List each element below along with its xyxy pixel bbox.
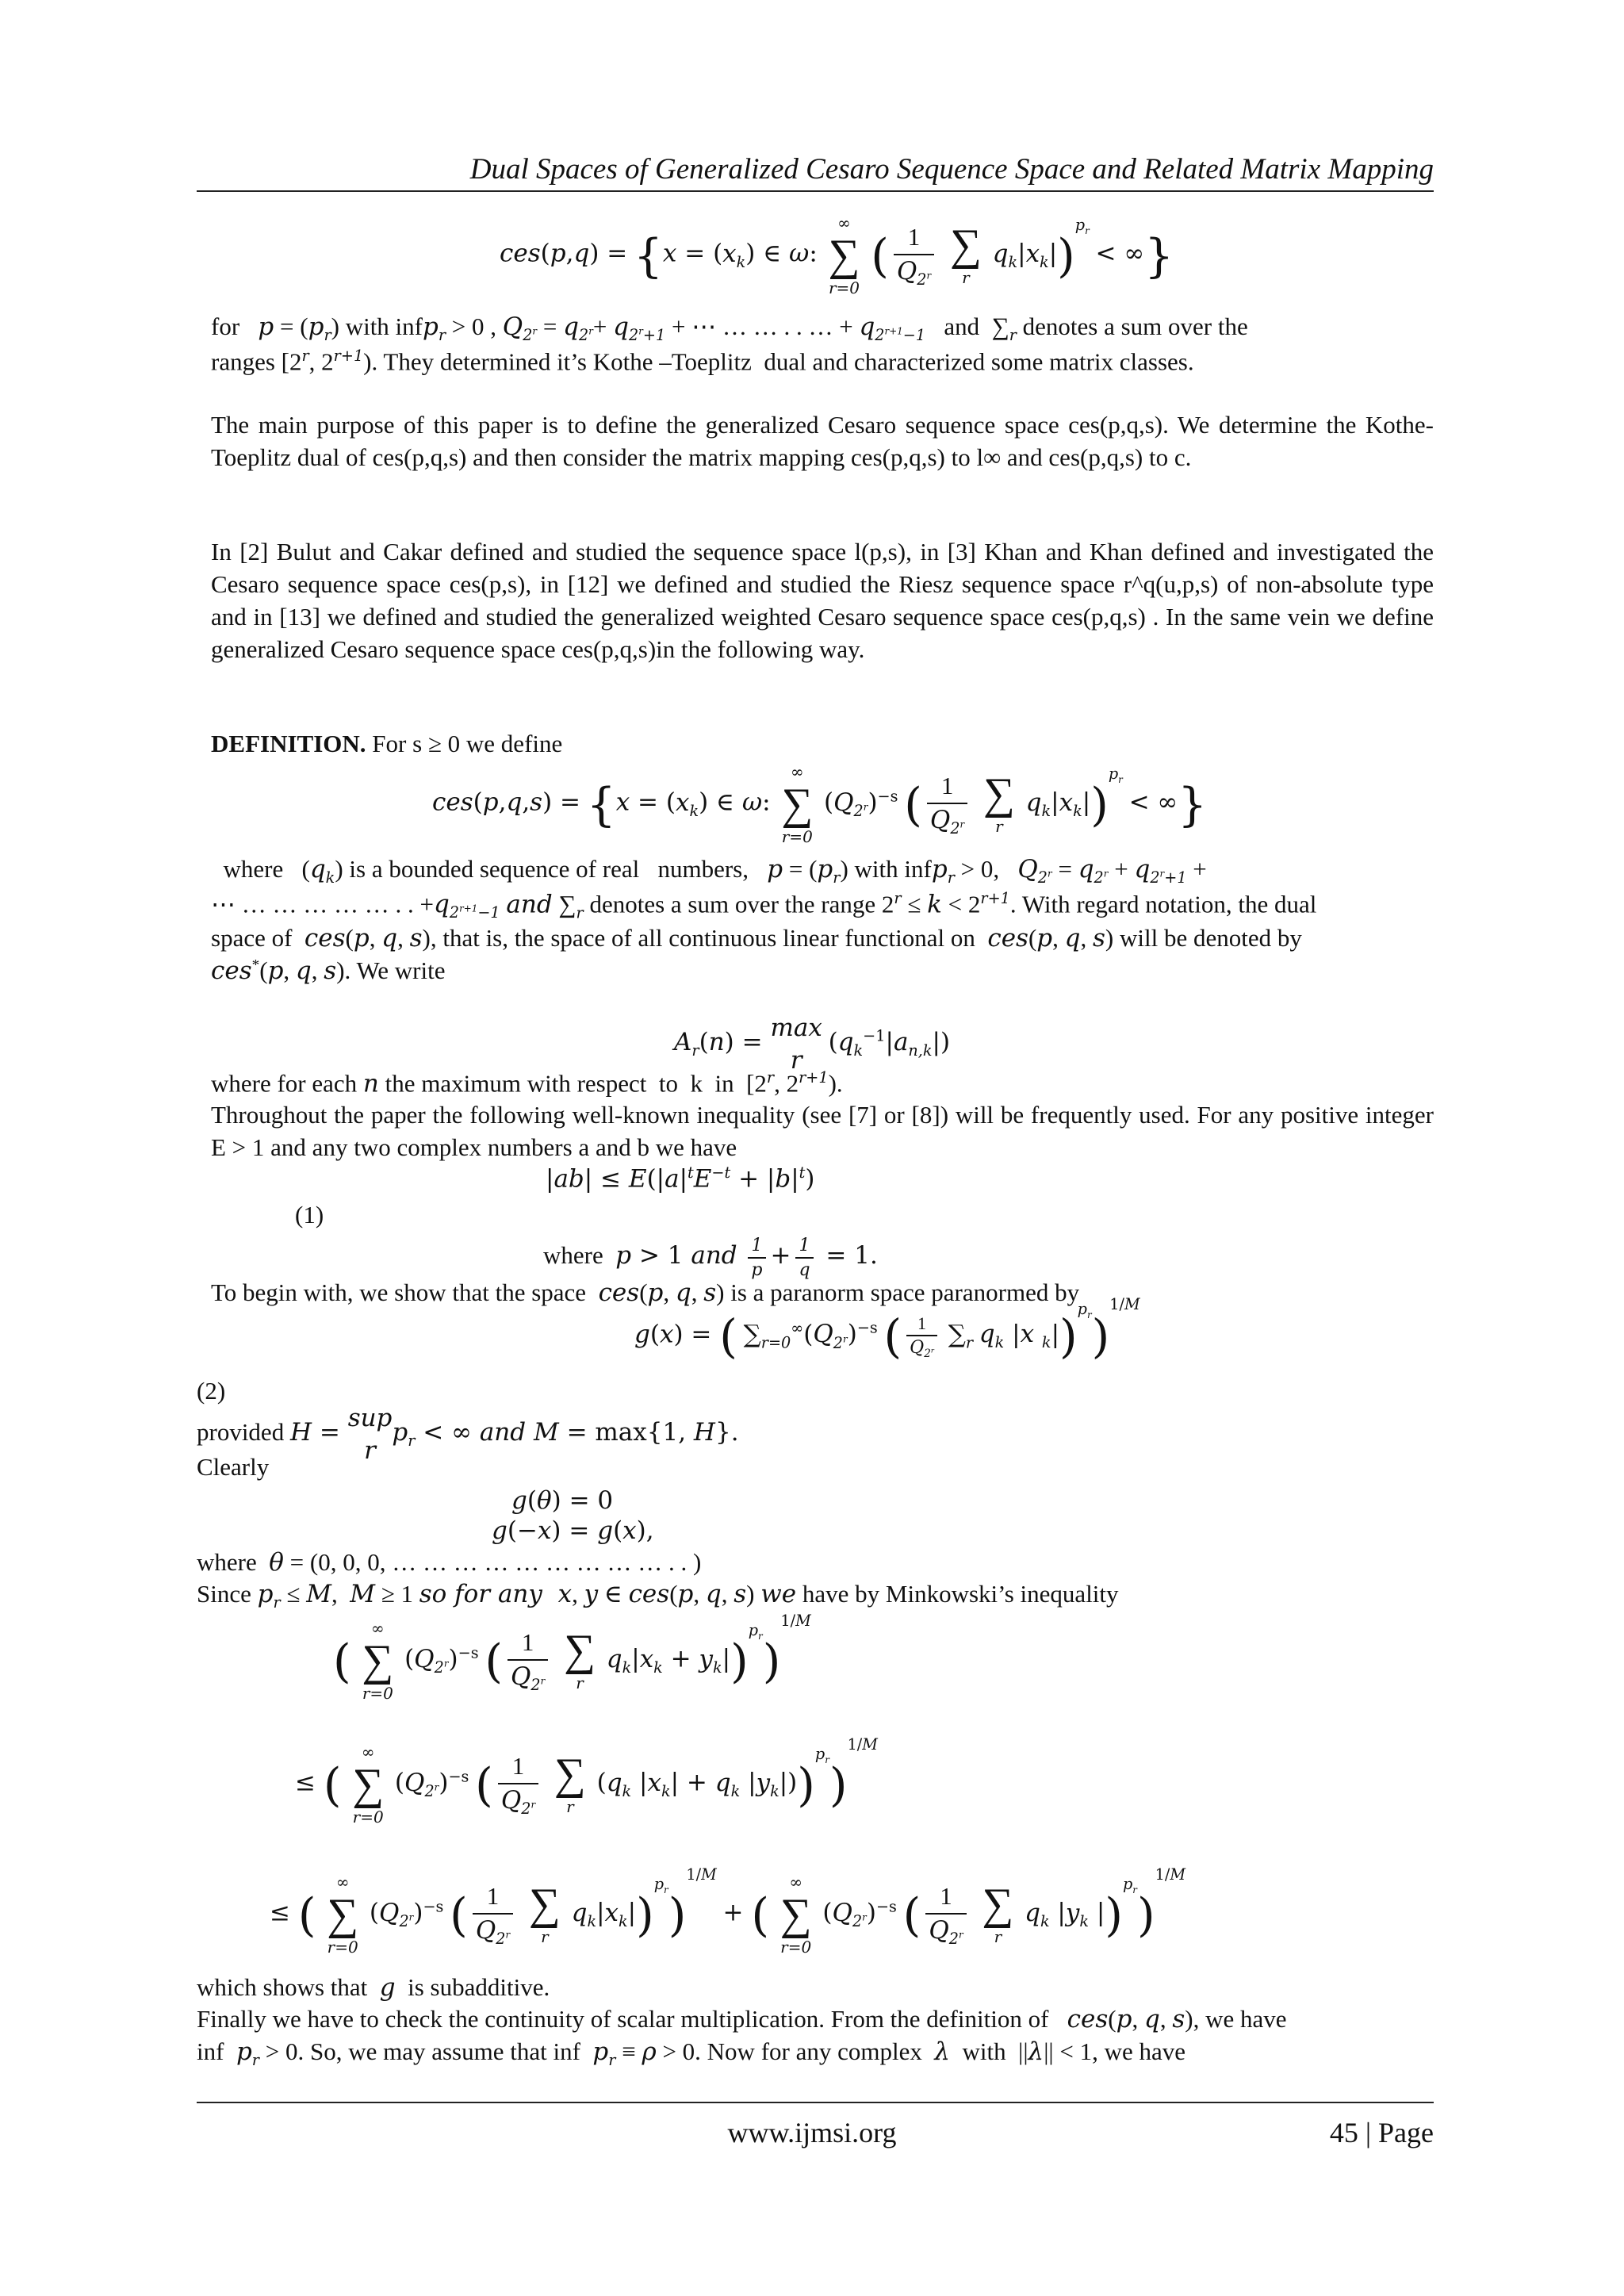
equation-inequality: $|ab| \le E(|a|^tE^{-t} + |b|^t)$ xyxy=(546,1163,815,1194)
equation-g-minus-x: g(−x) = g(x), xyxy=(492,1516,654,1545)
footer-url[interactable]: www.ijmsi.org xyxy=(727,2117,897,2148)
para-references: In [2] Bulut and Cakar defined and studied the sequence space l(p,s), in [3] Khan and Khan defined and investigated the Cesaro sequence space ces(p,s), in [12] we defined and studied the Riesz sequence space r^q(u,p,s) of non-absolute type and in [13] we defined and studied the generalized weighted Cesaro sequence space ces(p,q,s) . In the same vein we define generalized Cesaro sequence space ces(p,q,s)in the following way. xyxy=(211,538,1434,663)
equation-ces-pq: $ces(p,q) = \{x = (x_k)$ ∈ ω: ∞ ∑ r=0 ( $\frac{1}{Q_{2^r}}$ ∑ r $q_k|x_k|)^{p_r}$ < ∞} xyxy=(500,213,1174,298)
equation-ces-pqs: $ces(p,q,s) = \{x = (x_k)$ ∈ ω: ∞ ∑ r=0 $(Q_{2^r})^{-s}$ ( $\frac{1}{Q_{2^r}}$ ∑ r $q_k|x_k|)^{p_r}$ < ∞} xyxy=(432,762,1208,847)
header-rule xyxy=(197,190,1434,192)
para-main-purpose: The main purpose of this paper is to define the generalized Cesaro sequence space ces(p,q,s). We determine the Kothe-Toeplitz dual of ces(p,q,s) and then consider the matrix mapping ces(p,q,s) to l∞ and ces(p,q,s) to c. xyxy=(211,411,1434,471)
definition-heading xyxy=(211,728,1434,761)
provided-word: provided xyxy=(197,1418,285,1447)
definition-intro: For s ≥ 0 we define xyxy=(372,730,563,757)
para-finally: Finally we have to check the continuity of scalar multiplication. From the definition of ces(p, q, s), we have inf $p_r > 0$. So, we may assume that inf $p_r \equiv \rho > 0$. Now for any complex λ with ||λ|| < 1, we have xyxy=(197,2005,1287,2070)
para-clearly: Clearly xyxy=(197,1453,270,1481)
footer-page-number: 45 | Page xyxy=(1329,2117,1434,2148)
definition-label: DEFINITION. xyxy=(211,730,366,757)
para-max-where: where for each n the maximum with respect to k in [2$^r$, $2^{r+1}$). xyxy=(211,1068,843,1098)
para-where-theta: where θ = (0, 0, 0, … … … … … … … … … . . ) xyxy=(197,1548,702,1577)
equation-2-label: (2) xyxy=(197,1377,226,1405)
footer-rule xyxy=(197,2102,1434,2103)
para-provided: provided H = sup r $p_r$ < ∞ and M = max{1, H}. xyxy=(197,1404,739,1465)
running-header: Dual Spaces of Generalized Cesaro Sequence Space and Related Matrix Mapping xyxy=(469,153,1434,186)
para-throughout: Throughout the paper the following well-known inequality (see [7] or [8]) will be frequently used. For any positive integer E > 1 and any two complex numbers a and b we have xyxy=(211,1101,1434,1161)
equation-minkowski-2: ≤ ( ∞ ∑ r=0 $(Q_{2^r})^{-s}$ ( $\frac{1}{Q_{2^r}}$ ∑ r ($q_k$ $|x_k| + q_k$ $|y_k|))^{p_r})^{1/M}$ xyxy=(295,1735,878,1827)
equation-g-theta: g(θ) = 0 xyxy=(511,1486,614,1515)
equation-conjugate: where p > 1 and $\frac{1}{p}$ + $\frac{1}{q}$ = 1. xyxy=(543,1236,878,1281)
para-to-begin: To begin with, we show that the space ces(p, q, s) is a paranorm space paranormed by xyxy=(211,1278,1080,1307)
para-since: Since $p_r \le M$, M ≥ 1 so for any x, y ∈ ces(p, q, s) we have by Minkowski’s inequality xyxy=(197,1580,1119,1612)
equation-1-label: (1) xyxy=(295,1201,324,1228)
equation-minkowski-3: ≤ ( ∞ ∑ r=0 $(Q_{2^r})^{-s}$ ( $\frac{1}{Q_{2^r}}$ ∑ r $q_k|x_k|)^{p_r})^{1/M}$ + ( ∞ ∑ r=0 $(Q_{2^r})^{-s}$ ( $\frac{1}{Q_{2^r}}$ ∑ r $q_k$ $|y_k$ |)$^{p_r}$)$^{1/M}$ xyxy=(270,1865,1185,1957)
equation-minkowski-1: ( ∞ ∑ r=0 $(Q_{2^r})^{-s}$ ( $\frac{1}{Q_{2^r}}$ ∑ r $q_k|x_k + y_k|)^{p_r})^{1/M}$ xyxy=(333,1612,811,1704)
para-where-qk: where $(q_k)$ is a bounded sequence of real numbers, $p = (p_r)$ with infp$_r$ > 0, $Q_{2^r} = q_{2^r} + q_{2^r+1}$ + ⋯ … … … … … . . $+q_{2^{r+1}-1}$ and $\sum_r$ denotes a sum over the range $2^r \le k < 2^{r+1}$. With regard notation, the dual space of ces(p, q, s), that is, the space of all continuous linear functional on ces(p, q, s) will be denoted by ces*(p, q, s). We write xyxy=(211,855,1317,986)
para-for-pr: for $p = (p_r)$ with infp$_r$ > 0 , $Q_{2^r} = q_{2^r}+ q_{2^r+1}$ + ⋯ … … . . … + $q_{2^{r+1}-1}$ and $\sum_r$ denotes a sum over the ranges [2$^r$, $2^{r+1}$). They determined it’s Kothe –Toeplitz dual and characterized some matrix classes. xyxy=(211,312,1248,375)
para-subadditive: which shows that g is subadditive. xyxy=(197,1973,550,2002)
equation-paranorm: g(x) = ( $\sum_{r=0}^\infty(Q_{2^r})^{-s}$ ( $\frac{1}{Q_{2^r}}$ $\sum_r$ $q_k$ |x $_k$|)$^{p_r}$)$^{1/M}$ xyxy=(634,1295,1140,1364)
where-word: where xyxy=(543,1241,603,1270)
equation-ar-n: $A_r(n)$ = max r $(q_k^{-1}|a_{n,k}|)$ xyxy=(674,1014,951,1075)
